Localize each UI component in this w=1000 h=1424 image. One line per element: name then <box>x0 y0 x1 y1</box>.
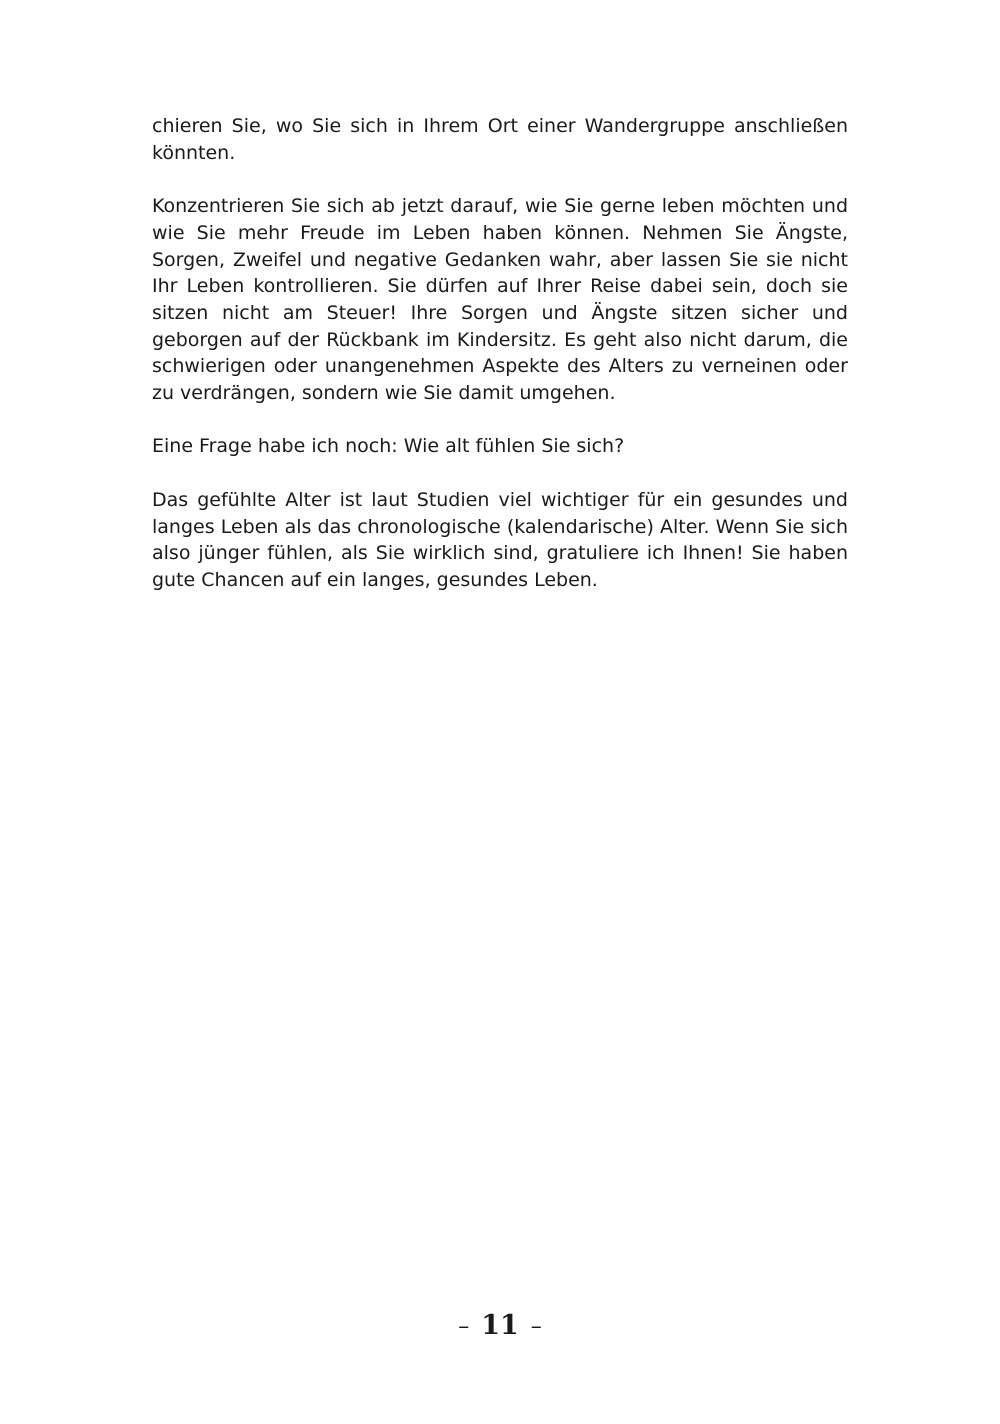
dash-right: – <box>530 1314 542 1339</box>
paragraph-3: Eine Frage habe ich noch: Wie alt fühlen Sie sich? <box>152 435 625 458</box>
body-text <box>152 113 848 620</box>
paragraph-4: Das gefühlte Alter ist laut Studien viel wichtiger für ein gesundes und langes Leben als das chronologische (kalendarische) Alter. Wenn Sie sich also jünger fühlen, als Sie wirklich sind, gratuliere ich Ihnen! Sie haben gute Chancen auf ein langes, gesundes Leben. <box>152 488 848 591</box>
dash-left: – <box>458 1314 470 1339</box>
paragraph-2: Konzentrieren Sie sich ab jetzt darauf, wie Sie gerne leben möchten und wie Sie mehr Freude im Leben haben können. Nehmen Sie Ängste, Sorgen, Zweifel und negative Gedanken wahr, aber lassen Sie sie nicht Ihr Leben kontrollieren. Sie dürfen auf Ihrer Reise dabei sein, doch sie sitzen nicht am Steuer! Ihre Sorgen und Ängste sitzen sicher und geborgen auf der Rückbank im Kindersitz. Es geht also nicht darum, die schwierigen oder unangenehmen Aspekte des Alters zu verneinen oder zu verdrängen, sondern wie Sie damit umgehen. <box>152 195 848 405</box>
paragraph-1: chieren Sie, wo Sie sich in Ihrem Ort einer Wandergruppe anschließen könnten. <box>152 115 848 164</box>
page-number: 11 <box>481 1310 519 1341</box>
page-footer <box>0 1310 1000 1341</box>
